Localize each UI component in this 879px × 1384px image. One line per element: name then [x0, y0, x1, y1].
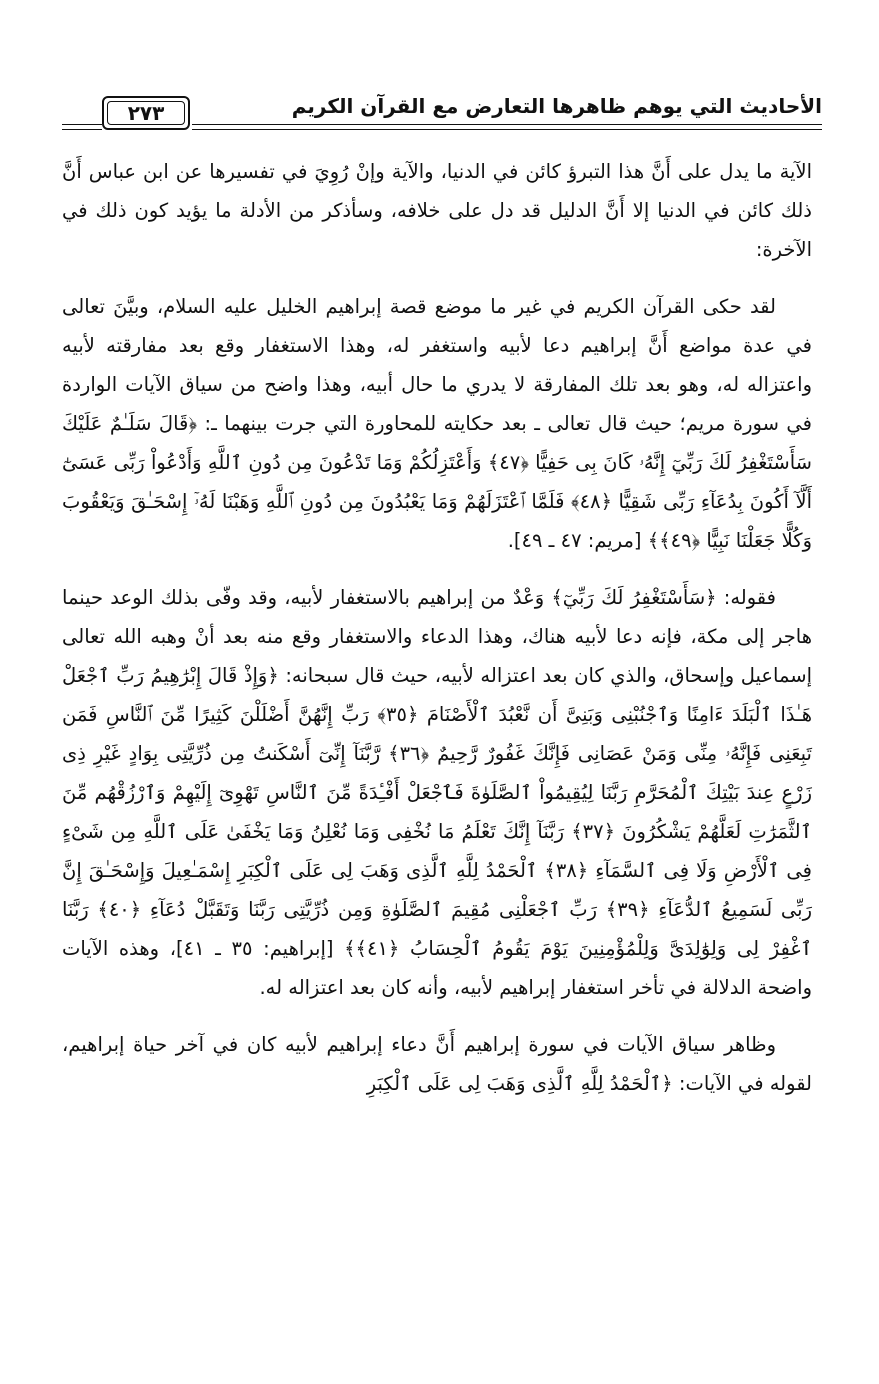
header-rule: [192, 124, 822, 130]
paragraph-4: وظاهر سياق الآيات في سورة إبراهيم أَنَّ دعاء إبراهيم لأبيه كان في آخر حياة إبراهيم، لقوله في الآيات: ﴿ٱلْحَمْدُ لِلَّهِ ٱلَّذِى وَهَبَ لِى عَلَى ٱلْكِبَرِ: [62, 1033, 812, 1095]
paragraph-1: الآية ما يدل على أَنَّ هذا التبرؤ كائن في الدنيا، والآية وإنْ رُوِيَ في تفسيرها عن ابن عباس أَنَّ ذلك كائن في الدنيا إلا أَنَّ الدليل قد دل على خلافه، وسأذكر من الأدلة ما يؤيد كون ذلك في الآخرة:: [62, 160, 812, 261]
paragraph-2: لقد حكى القرآن الكريم في غير ما موضع قصة إبراهيم الخليل عليه السلام، وبيَّنَ تعالى في عدة مواضع أَنَّ إبراهيم دعا لأبيه واستغفر له، وهذا الاستغفار وقع بعد مفارقته لأبيه واعتزاله له، وهو بعد تلك المفارقة لا يدري ما حال أبيه، وهذا واضح من سياق الآيات الواردة في سورة مريم؛ حيث قال تعالى ـ بعد حكايته للمحاورة التي جرت بينهما ـ: ﴿قَالَ سَلَـٰمٌ عَلَيْكَ سَأَسْتَغْفِرُ لَكَ رَبِّيٓ إِنَّهُۥ كَانَ بِى حَفِيًّا ﴿٤٧﴾ وَأَعْتَزِلُكُمْ وَمَا تَدْعُونَ مِن دُونِ ٱللَّهِ وَأَدْعُواْ رَبِّى عَسَىٰٓ أَلَّآ أَكُونَ بِدُعَآءِ رَبِّى شَقِيًّا ﴿٤٨﴾ فَلَمَّا ٱعْتَزَلَهُمْ وَمَا يَعْبُدُونَ مِن دُونِ ٱللَّهِ وَهَبْنَا لَهُۥٓ إِسْحَـٰقَ وَيَعْقُوبَ وَكُلًّا جَعَلْنَا نَبِيًّا ﴿٤٩﴾﴾ [مريم: ٤٧ ـ ٤٩].: [62, 295, 812, 552]
page-number: ٢٧٣: [127, 101, 165, 125]
page-number-frame: [102, 96, 190, 130]
header-title: الأحاديث التي يوهم ظاهرها التعارض مع القرآن الكريم: [291, 94, 822, 118]
paragraph-3: فقوله: ﴿سَأَسْتَغْفِرُ لَكَ رَبِّيٓ﴾ وَعْدٌ من إبراهيم بالاستغفار لأبيه، وقد وفّى بذلك الوعد حينما هاجر إلى مكة، فإنه دعا لأبيه هناك، وهذا الدعاء والاستغفار وقع منه بعد أنْ وهبه الله تعالى إسماعيل وإسحاق، والذي كان بعد اعتزاله لأبيه، حيث قال سبحانه: ﴿وَإِذْ قَالَ إِبْرَٰهِيمُ رَبِّ ٱجْعَلْ هَـٰذَا ٱلْبَلَدَ ءَامِنًا وَٱجْنُبْنِى وَبَنِىَّ أَن نَّعْبُدَ ٱلْأَصْنَامَ ﴿٣٥﴾ رَبِّ إِنَّهُنَّ أَضْلَلْنَ كَثِيرًا مِّنَ ٱلنَّاسِ فَمَن تَبِعَنِى فَإِنَّهُۥ مِنِّى وَمَنْ عَصَانِى فَإِنَّكَ غَفُورٌ رَّحِيمٌ ﴿٣٦﴾ رَّبَّنَآ إِنِّىٓ أَسْكَنتُ مِن ذُرِّيَّتِى بِوَادٍ غَيْرِ ذِى زَرْعٍ عِندَ بَيْتِكَ ٱلْمُحَرَّمِ رَبَّنَا لِيُقِيمُواْ ٱلصَّلَوٰةَ فَٱجْعَلْ أَفْـِٔدَةً مِّنَ ٱلنَّاسِ تَهْوِىٓ إِلَيْهِمْ وَٱرْزُقْهُم مِّنَ ٱلثَّمَرَٰتِ لَعَلَّهُمْ يَشْكُرُونَ ﴿٣٧﴾ رَبَّنَآ إِنَّكَ تَعْلَمُ مَا نُخْفِى وَمَا نُعْلِنُ وَمَا يَخْفَىٰ عَلَى ٱللَّهِ مِن شَىْءٍ فِى ٱلْأَرْضِ وَلَا فِى ٱلسَّمَآءِ ﴿٣٨﴾ ٱلْحَمْدُ لِلَّهِ ٱلَّذِى وَهَبَ لِى عَلَى ٱلْكِبَرِ إِسْمَـٰعِيلَ وَإِسْحَـٰقَ إِنَّ رَبِّى لَسَمِيعُ ٱلدُّعَآءِ ﴿٣٩﴾ رَبِّ ٱجْعَلْنِى مُقِيمَ ٱلصَّلَوٰةِ وَمِن ذُرِّيَّتِى رَبَّنَا وَتَقَبَّلْ دُعَآءِ ﴿٤٠﴾ رَبَّنَا ٱغْفِرْ لِى وَلِوَٰلِدَىَّ وَلِلْمُؤْمِنِينَ يَوْمَ يَقُومُ ٱلْحِسَابُ ﴿٤١﴾﴾ [إبراهيم: ٣٥ ـ ٤١]، وهذه الآيات واضحة الدلالة في تأخر استغفار إبراهيم لأبيه، وأنه كان بعد اعتزاله له.: [62, 586, 813, 999]
header-rule-left: [62, 124, 102, 130]
running-header: [62, 78, 822, 140]
page-body: [62, 152, 812, 1121]
